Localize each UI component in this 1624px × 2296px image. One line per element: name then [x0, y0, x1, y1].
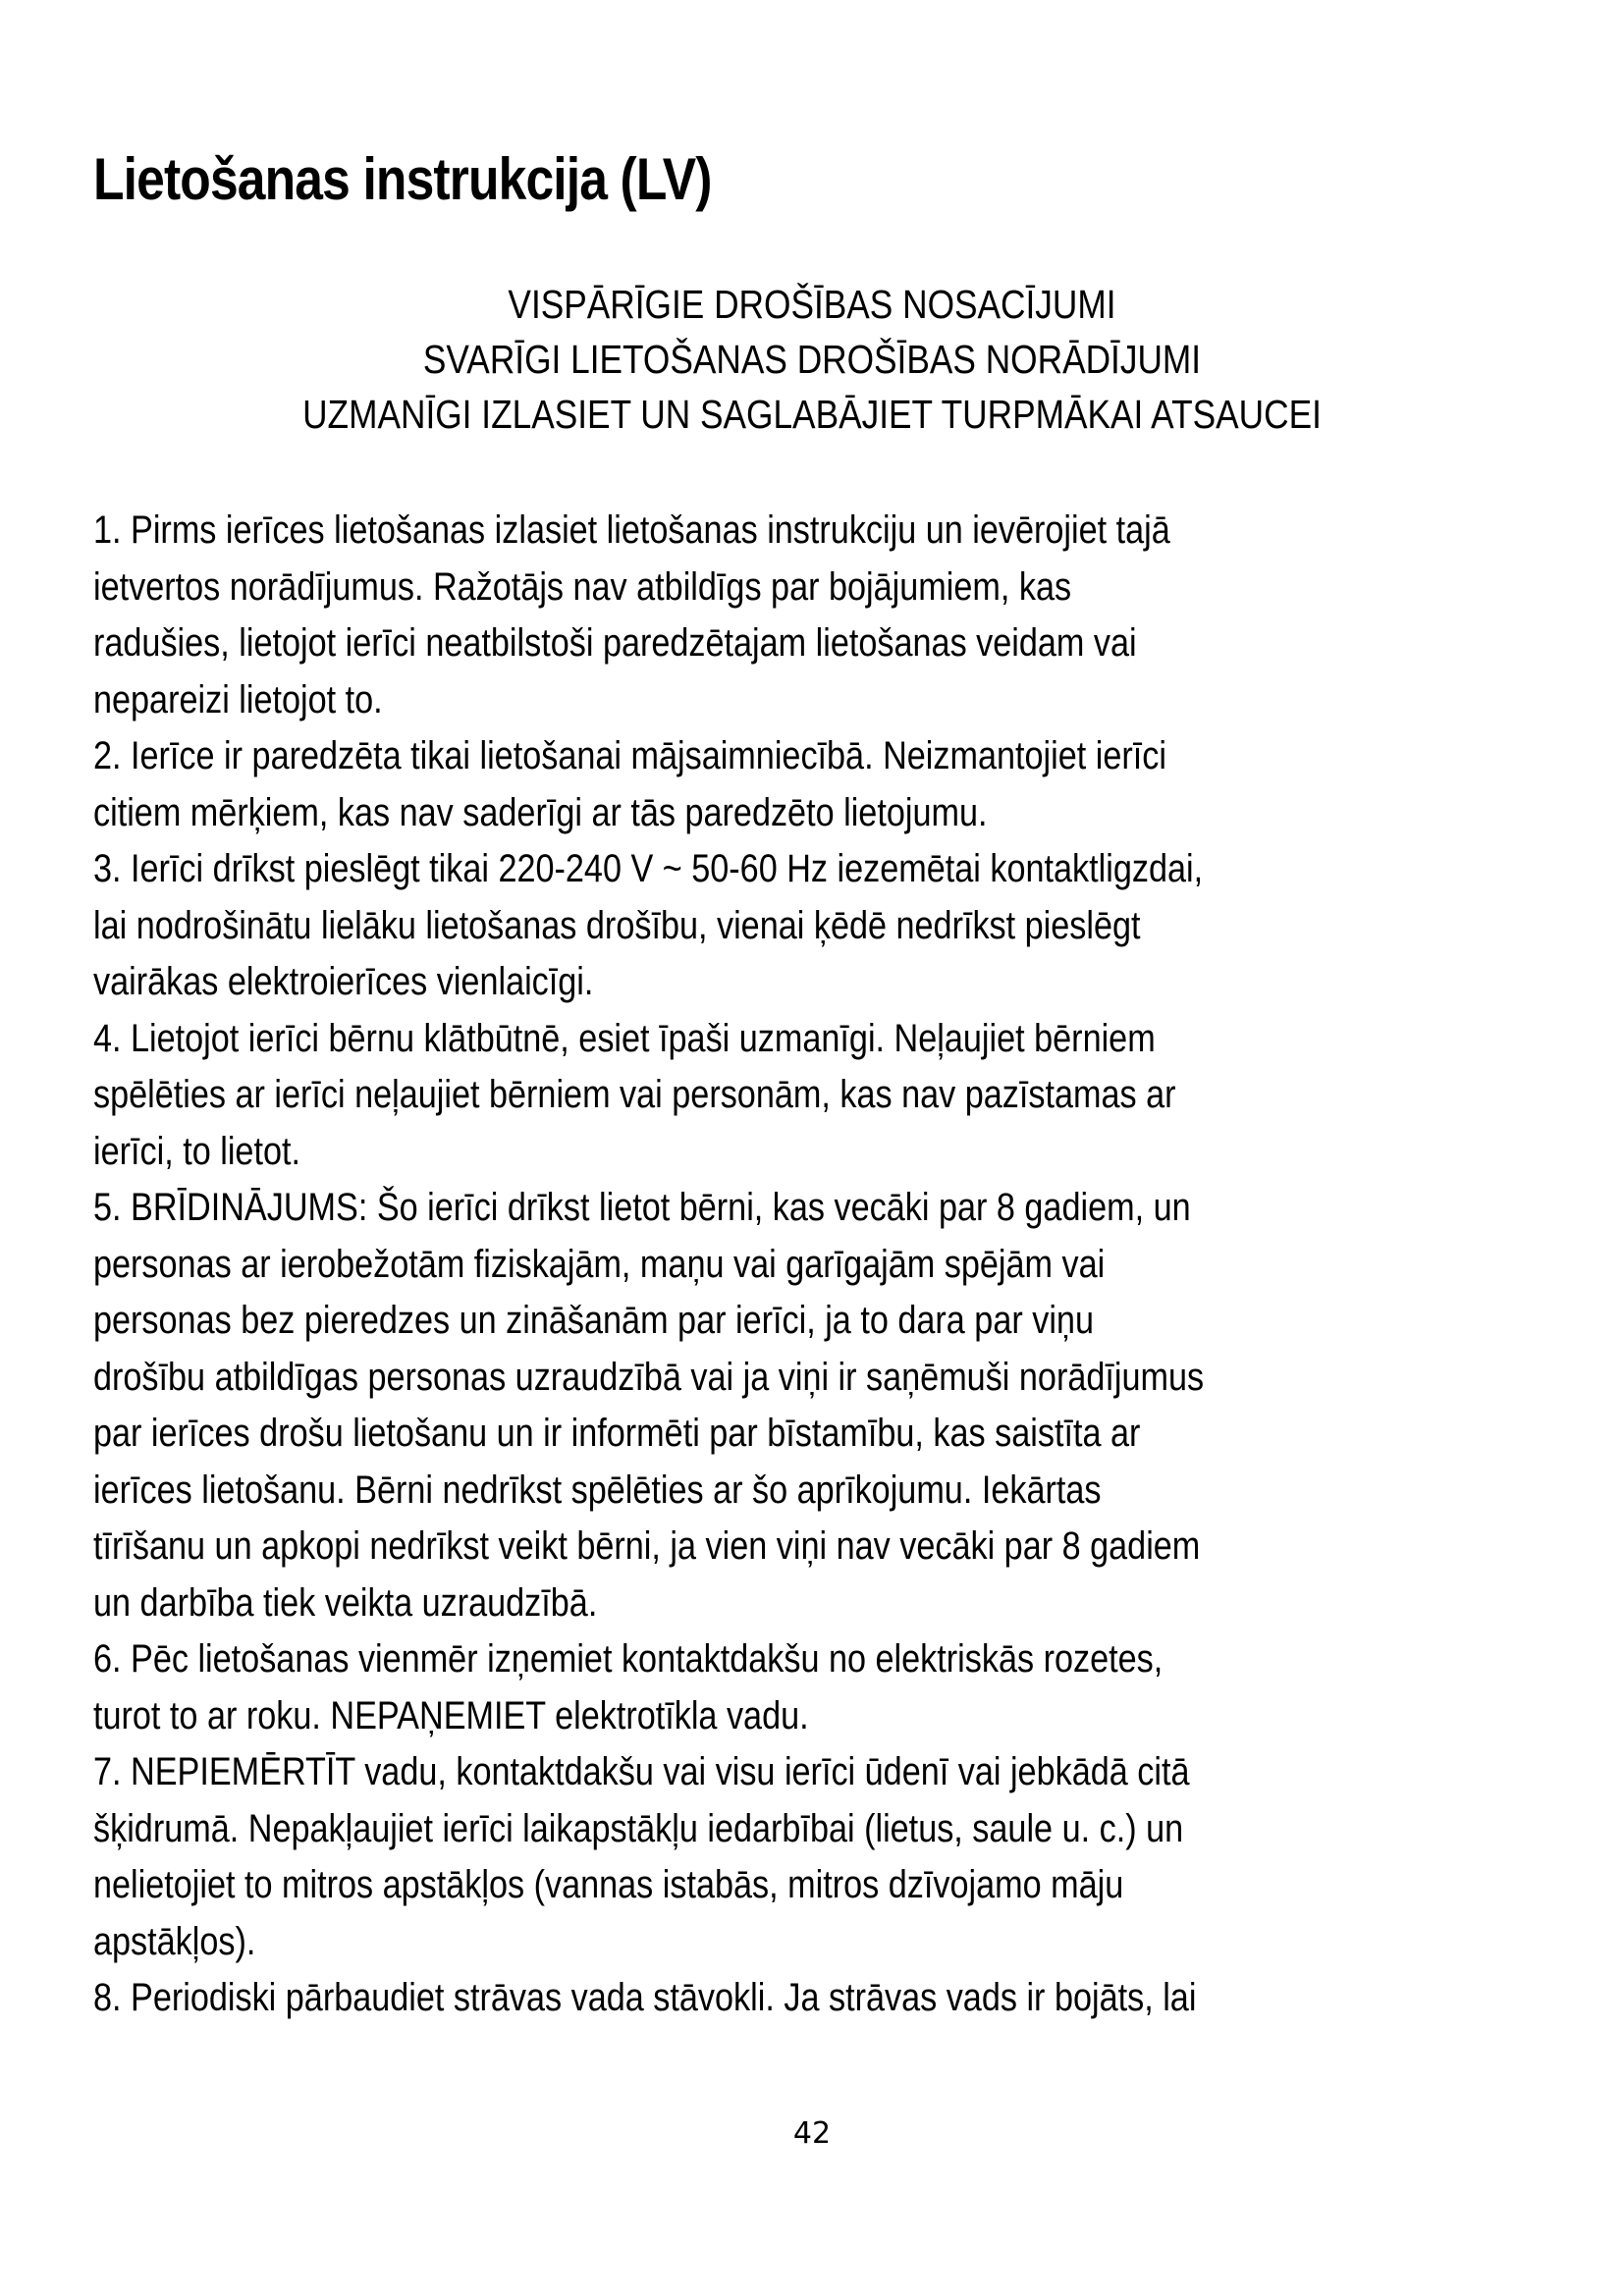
text-line: ierīces lietošanu. Bērni nedrīkst spēlēties ar šo aprīkojumu. Iekārtas: [93, 1468, 1102, 1512]
text-line: 7. NEPIEMĒRTĪT vadu, kontaktdakšu vai visu ierīci ūdenī vai jebkādā citā: [93, 1750, 1190, 1793]
text-line: nelietojiet to mitros apstākļos (vannas istabās, mitros dzīvojamo māju: [93, 1863, 1124, 1906]
text-line: šķidrumā. Nepakļaujiet ierīci laikapstākļu iedarbībai (lietus, saule u. c.) un: [93, 1806, 1184, 1850]
instructions-body: [93, 503, 1335, 2027]
safety-headings: [0, 277, 1624, 442]
text-line: ierīci, to lietot.: [93, 1129, 300, 1173]
text-line: ietvertos norādījumus. Ražotājs nav atbildīgs par bojājumiem, kas: [93, 564, 1072, 609]
text-line: personas ar ierobežotām fiziskajām, maņu vai garīgajām spējām vai: [93, 1242, 1106, 1286]
text-line: nepareizi lietojot to.: [93, 677, 383, 721]
page-title: Lietošanas instrukcija (LV): [93, 146, 712, 212]
text-line: radušies, lietojot ierīci neatbilstoši paredzētajam lietošanas veidam vai: [93, 621, 1137, 665]
text-line: tīrīšanu un apkopi nedrīkst veikt bērni, ja vien viņi nav vecāki par 8 gadiem: [93, 1524, 1201, 1568]
text-line: 5. BRĪDINĀJUMS: Šo ierīci drīkst lietot bērni, kas vecāki par 8 gadiem, un: [93, 1186, 1191, 1229]
text-line: un darbība tiek veikta uzraudzībā.: [93, 1580, 598, 1625]
text-line: 2. Ierīce ir paredzēta tikai lietošanai mājsaimniecībā. Neizmantojiet ierīci: [93, 734, 1166, 777]
text-line: apstākļos).: [93, 1919, 256, 1963]
text-line: 6. Pēc lietošanas vienmēr izņemiet kontaktdakšu no elektriskās rozetes,: [93, 1637, 1164, 1681]
text-line: turot to ar roku. NEPAŅEMIET elektrotīkla vadu.: [93, 1693, 809, 1737]
text-line: 3. Ierīci drīkst pieslēgt tikai 220-240 V ~ 50-60 Hz iezemētai kontaktligzdai,: [93, 847, 1204, 890]
text-line: 4. Lietojot ierīci bērnu klātbūtnē, esiet īpaši uzmanīgi. Neļaujiet bērniem: [93, 1016, 1156, 1060]
page-number: 42: [792, 2116, 832, 2151]
text-line: par ierīces drošu lietošanu un ir informēti par bīstamību, kas saistīta ar: [93, 1412, 1141, 1455]
text-line: personas bez pieredzes un zināšanām par ierīci, ja to dara par viņu: [93, 1299, 1094, 1342]
text-line: spēlēties ar ierīci neļaujiet bērniem vai personām, kas nav pazīstamas ar: [93, 1073, 1176, 1116]
text-line: 1. Pirms ierīces lietošanas izlasiet lietošanas instrukciju un ievērojiet tajā: [93, 508, 1170, 552]
text-line: 8. Periodiski pārbaudiet strāvas vada stāvokli. Ja strāvas vads ir bojāts, lai: [93, 1976, 1197, 2019]
heading-read-and-keep: UZMANĪGI IZLASIET UN SAGLABĀJIET TURPMĀKAI ATSAUCEI: [302, 392, 1322, 437]
heading-important-instructions: SVARĪGI LIETOŠANAS DROŠĪBAS NORĀDĪJUMI: [422, 337, 1202, 382]
text-line: lai nodrošinātu lielāku lietošanas drošību, vienai ķēdē nedrīkst pieslēgt: [93, 903, 1141, 947]
heading-general-safety: VISPĀRĪGIE DROŠĪBAS NOSACĪJUMI: [508, 282, 1116, 327]
text-line: vairākas elektroierīces vienlaicīgi.: [93, 960, 594, 1003]
text-line: citiem mērķiem, kas nav saderīgi ar tās paredzēto lietojumu.: [93, 790, 988, 834]
text-line: drošību atbildīgas personas uzraudzībā vai ja viņi ir saņēmuši norādījumus: [93, 1355, 1205, 1399]
